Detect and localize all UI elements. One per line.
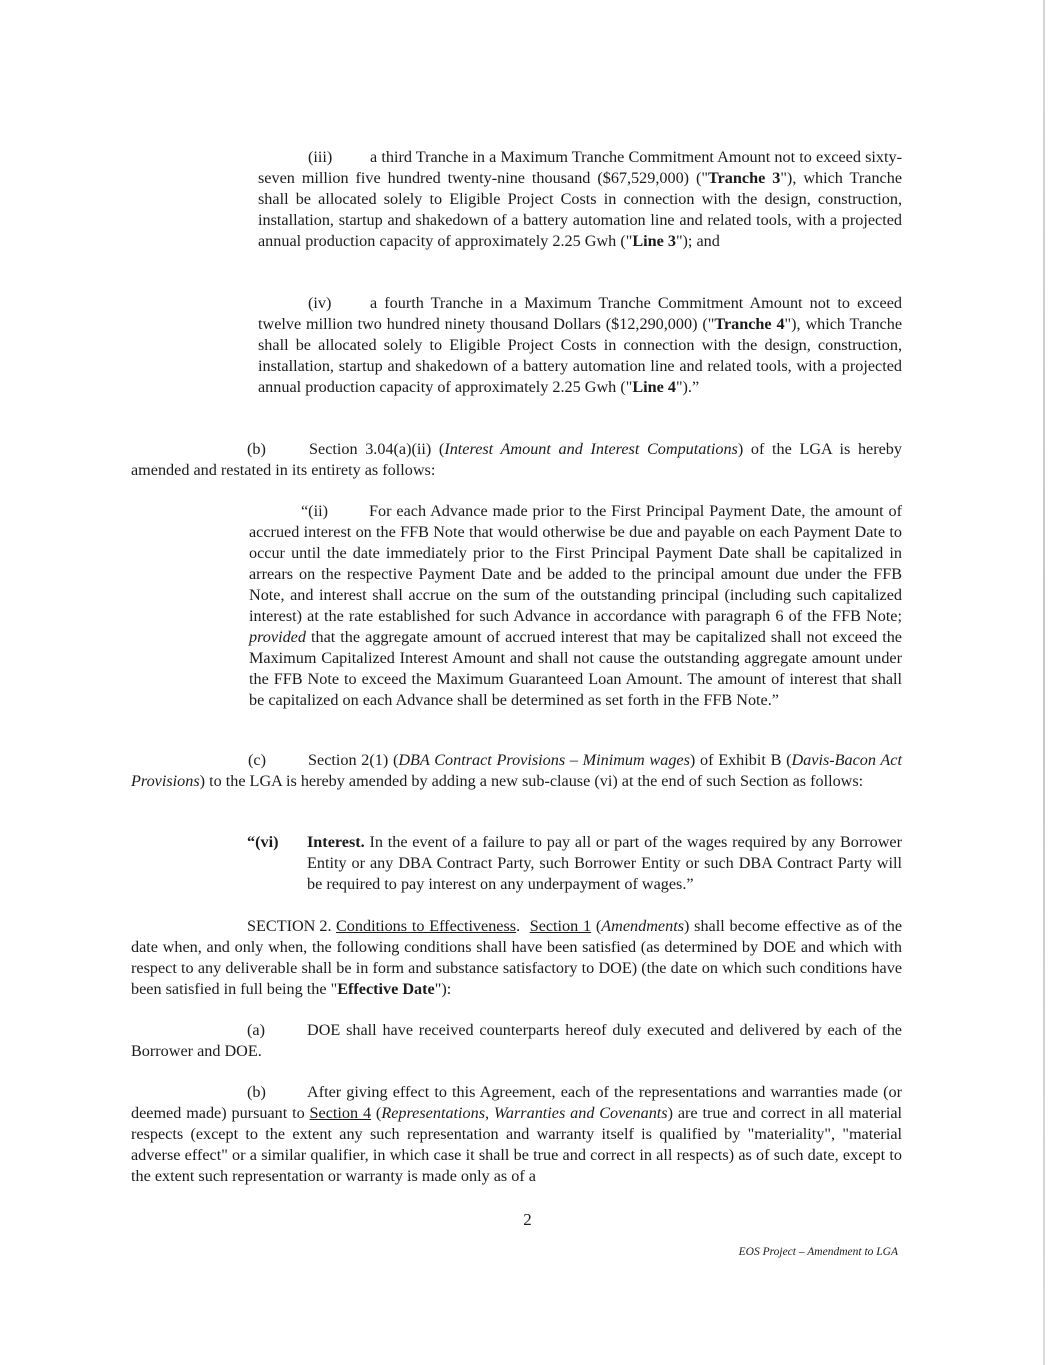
page-number: 2 xyxy=(523,1210,532,1229)
paragraph-a: (a) DOE shall have received counterparts hereof duly executed and delivered by each of the Borrower and DOE. xyxy=(131,1021,902,1060)
para-number: (b) xyxy=(247,1083,266,1101)
section-label: SECTION 2. xyxy=(247,917,332,935)
paragraph-iv: (iv) a fourth Tranche in a Maximum Tranche Commitment Amount not to exceed twelve million two hundred ninety thousand Dollars ($12,290,000) ("Tranche 4"), which Tranche shall be allocated solely to Eligible Project Costs in connection with the design, construction, installation, startup and shakedown of a battery automation line and related tools, with a projected annual production capacity of approximately 2.25 Gwh ("Line 4").” xyxy=(258,294,903,396)
paragraph-ii: “(ii) For each Advance made prior to the First Principal Payment Date, the amount of accrued interest on the FFB Note that would otherwise be due and payable on each Payment Date to occur until the date immediately prior to the First Principal Payment Date shall be capitalized in arrears on the respective Payment Date and be added to the principal amount due under the FFB Note, and interest shall accrue on the sum of the outstanding principal (including such capitalized interest) at the rate established for such Advance in accordance with paragraph 6 of the FFB Note; provided that the aggregate amount of accrued interest that may be capitalized shall not exceed the Maximum Capitalized Interest Amount and shall not cause the outstanding aggregate amount under the FFB Note to exceed the Maximum Guaranteed Loan Amount. The amount of interest that shall be capitalized on each Advance shall be determined as set forth in the FFB Note.” xyxy=(249,502,902,709)
para-number: “(ii) xyxy=(301,502,328,520)
para-number: “(vi) xyxy=(247,833,279,851)
paragraph-iii: (iii) a third Tranche in a Maximum Tranche Commitment Amount not to exceed sixty-seven million five hundred twenty-nine thousand ($67,529,000) ("Tranche 3"), which Tranche shall be allocated solely to Eligible Project Costs in connection with the design, construction, installation, startup and shakedown of a battery automation line and related tools, with a projected annual production capacity of approximately 2.25 Gwh ("Line 3"); and xyxy=(258,148,903,250)
paragraph-b-second: (b) After giving effect to this Agreement, each of the representations and warranties made (or deemed made) pursuant to Section 4 (Representations, Warranties and Covenants) are true and correct in all material respects (except to the extent any such representation and warranty itself is qualified by "materiality", "material adverse effect" or a similar qualifier, in which case it shall be true and correct in all respects) as of such date, except to the extent such representation or warranty is made only as of a xyxy=(131,1083,903,1185)
para-number: (iii) xyxy=(308,148,333,166)
footer-text: EOS Project – Amendment to LGA xyxy=(738,1246,898,1258)
section-2-paragraph: SECTION 2. Conditions to Effectiveness. Section 1 (Amendments) shall become effective as of the date when, and only when, the following conditions shall have been satisfied (as determined by DOE and which with respect to any deliverable shall be in form and substance satisfactory to DOE) (the date on which such conditions have been satisfied in full being the "Effective Date"): xyxy=(131,917,902,998)
section-reference: Section 1 xyxy=(529,917,592,935)
paragraph-vi xyxy=(247,832,902,895)
para-number: (iv) xyxy=(308,294,332,312)
paragraph-b: (b) Section 3.04(a)(ii) (Interest Amount and Interest Computations) of the LGA is hereby amended and restated in its entirety as follows: xyxy=(131,440,902,479)
para-number: (b) xyxy=(247,440,266,458)
para-number: (c) xyxy=(248,751,266,769)
paragraph-vi-body: Interest. In the event of a failure to pay all or part of the wages required by any Borrower Entity or any DBA Contract Party, such Borrower Entity or such DBA Contract Party will be required to pay interest on any underpayment of wages.” xyxy=(307,833,902,893)
para-number: (a) xyxy=(247,1021,265,1039)
section-heading: Conditions to Effectiveness xyxy=(336,917,517,935)
section-reference: Section 4 xyxy=(309,1104,372,1122)
paragraph-c: (c) Section 2(1) (DBA Contract Provisions – Minimum wages) of Exhibit B (Davis-Bacon Act Provisions) to the LGA is hereby amended by adding a new sub-clause (vi) at the end of such Section as follows: xyxy=(131,751,902,790)
page-edge xyxy=(1043,0,1045,1365)
